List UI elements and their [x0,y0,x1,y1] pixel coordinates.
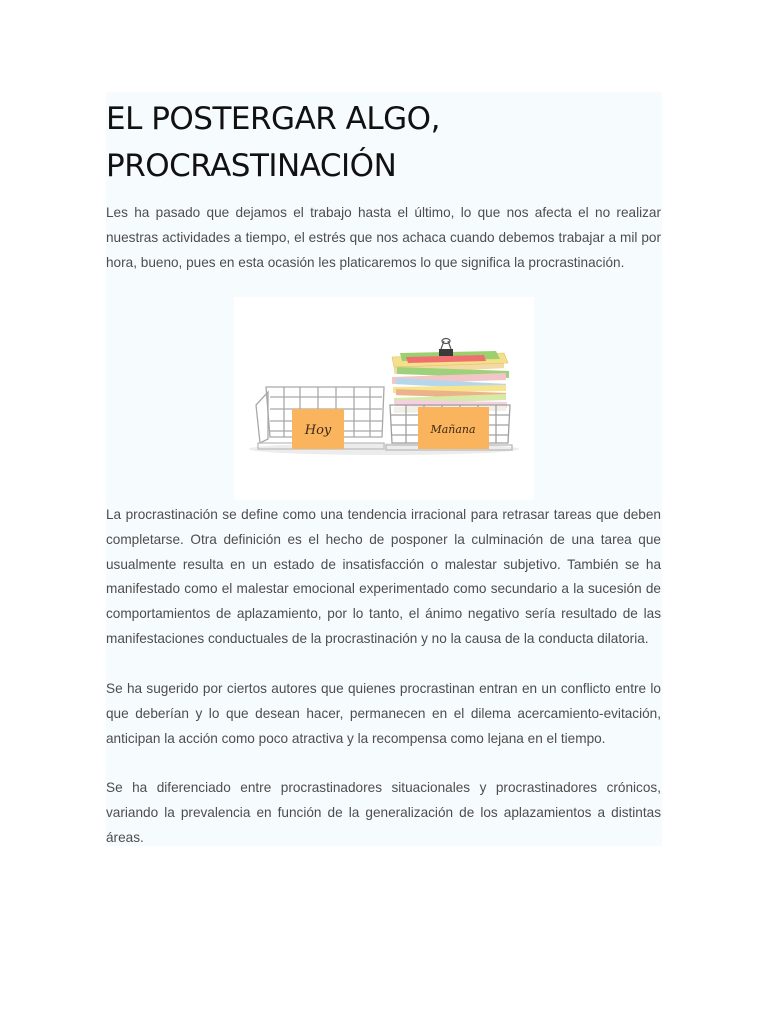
hoy-label: Hoy [304,423,332,438]
trays-illustration [234,297,534,500]
definition-paragraph: La procrastinación se define como una tendencia irracional para retrasar tareas que deben completarse. Otra definición es el hecho de posponer la culminación de una tarea que usualmente resulta en un estado de insatisfacción o malestar subjetivo. También se ha manifestado como el malestar emocional experimentado como secundario a la sucesión de comportamientos de aplazamiento, por lo tanto, el ánimo negativo sería resultado de las manifestaciones conductuales de la procrastinación y no la causa de la conducta dilatoria. [106,507,661,646]
inbox-trays-image [234,297,534,500]
manana-label: Mañana [430,423,476,436]
intro-paragraph: Les ha pasado que dejamos el trabajo hasta el último, lo que nos afecta el no realizar nuestras actividades a tiempo, el estrés que nos achaca cuando debemos trabajar a mil por hora, bueno, pues en esta ocasión les platicaremos lo que significa la procrastinación. [106,205,661,270]
conflict-paragraph: Se ha sugerido por ciertos autores que quienes procrastinan entran en un conflicto entre lo que deberían y lo que desean hacer, permanecen en el dilema acercamiento-evitación, anticipan la acción como poco atractiva y la recompensa como lejana en el tiempo. [106,681,661,746]
page-title: EL POSTERGAR ALGO, PROCRASTINACIÓN [106,101,440,184]
types-paragraph: Se ha diferenciado entre procrastinadores situacionales y procrastinadores crónicos, variando la prevalencia en función de la generalización de los aplazamientos a distintas áreas. [106,780,661,845]
